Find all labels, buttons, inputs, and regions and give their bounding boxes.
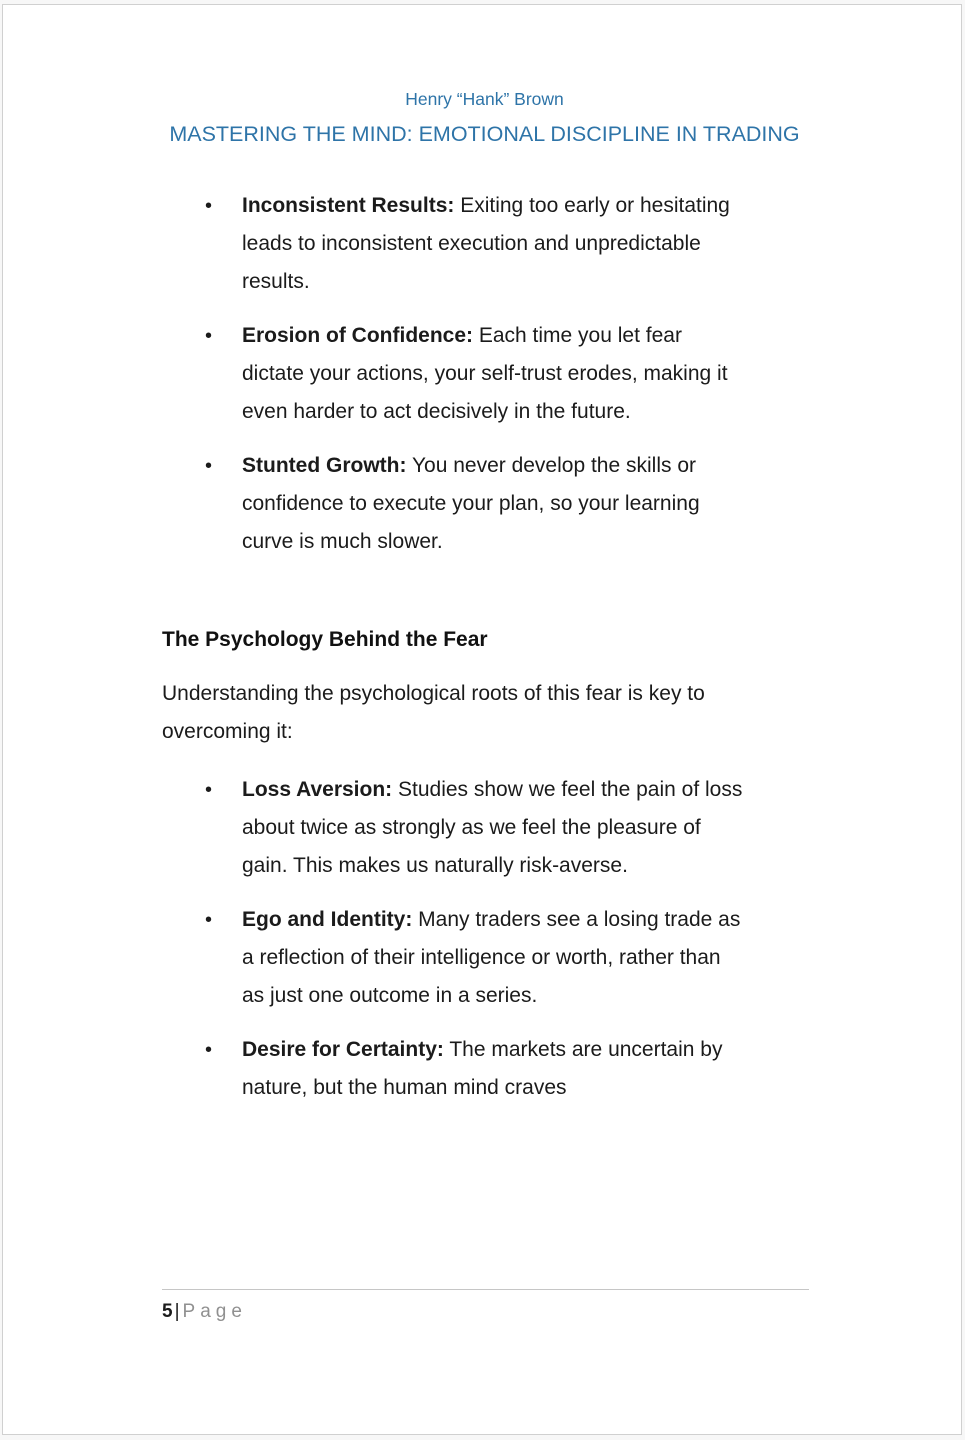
bullet-icon: •: [205, 325, 213, 347]
bullet-icon: •: [205, 195, 213, 217]
list-item-lead: Erosion of Confidence:: [242, 324, 473, 347]
list-item-lead: Desire for Certainty:: [242, 1038, 444, 1061]
consequences-list: [162, 187, 807, 561]
list-item-text: The markets are uncertain by nature, but the human mind craves: [242, 1038, 723, 1099]
list-item: [162, 317, 807, 431]
list-item-lead: Stunted Growth:: [242, 454, 407, 477]
bullet-icon: •: [205, 1039, 213, 1061]
document-title: MASTERING THE MIND: EMOTIONAL DISCIPLINE IN TRADING: [169, 122, 800, 146]
list-item: [162, 1031, 807, 1107]
footer-separator: |: [174, 1301, 180, 1322]
list-item-text: You never develop the skills or confidence to execute your plan, so your learning curve is much slower.: [242, 454, 700, 553]
list-item-text: Many traders see a losing trade as a reflection of their intelligence or worth, rather than as just one outcome in a series.: [242, 908, 741, 1007]
list-item-text: Studies show we feel the pain of loss about twice as strongly as we feel the pleasure of gain. This makes us naturally risk-averse.: [242, 778, 743, 877]
bullet-icon: •: [205, 455, 213, 477]
psychology-list: [162, 771, 807, 1107]
page-content: [3, 5, 961, 1107]
page-number: 5: [162, 1301, 173, 1322]
list-item: [162, 771, 807, 885]
section-heading: The Psychology Behind the Fear: [162, 628, 488, 651]
page-footer: [162, 1289, 809, 1325]
list-item-text: Exiting too early or hesitating leads to inconsistent execution and unpredictable results.: [242, 194, 730, 293]
document-page: [2, 4, 962, 1435]
author-line: Henry “Hank” Brown: [405, 89, 564, 109]
bullet-icon: •: [205, 909, 213, 931]
footer-page-label: Page: [182, 1301, 247, 1322]
list-item-lead: Ego and Identity:: [242, 908, 413, 931]
document-header: [162, 87, 807, 149]
list-item: [162, 901, 807, 1015]
list-item-lead: Loss Aversion:: [242, 778, 393, 801]
list-item: [162, 447, 807, 561]
bullet-icon: •: [205, 779, 213, 801]
list-item: [162, 187, 807, 301]
list-item-lead: Inconsistent Results:: [242, 194, 455, 217]
intro-paragraph: Understanding the psychological roots of this fear is key to overcoming it:: [162, 682, 705, 743]
list-item-text: Each time you let fear dictate your actions, your self-trust erodes, making it even harder to act decisively in the future.: [242, 324, 728, 423]
